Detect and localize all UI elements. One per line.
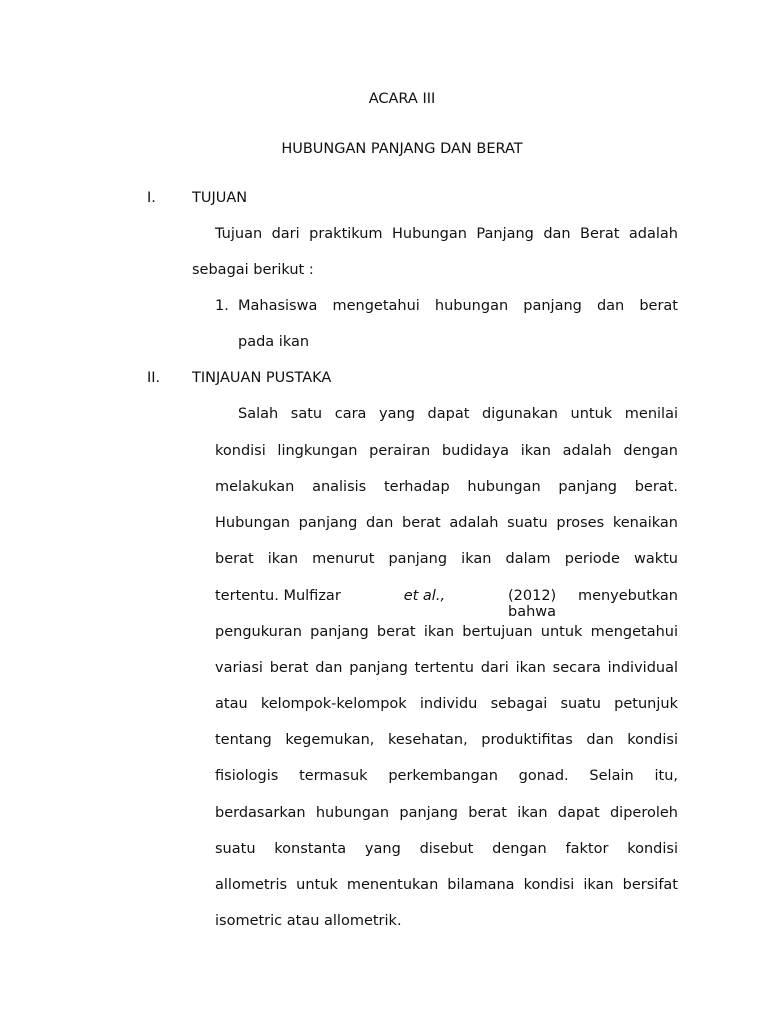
paragraph-line: kondisi lingkungan perairan budidaya ikan adalah dengan xyxy=(215,443,678,459)
paragraph-line: berdasarkan hubungan panjang berat ikan dapat diperoleh xyxy=(215,805,678,821)
section-2-heading: TINJAUAN PUSTAKA xyxy=(192,370,332,386)
paragraph-line: suatu konstanta yang disebut dengan faktor kondisi xyxy=(215,841,678,857)
list-item-line-2: pada ikan xyxy=(238,334,310,350)
list-item-line-1: Mahasiswa mengetahui hubungan panjang dan berat xyxy=(238,298,678,314)
paragraph-line: allometris untuk menentukan bilamana kondisi ikan bersifat xyxy=(215,877,678,893)
paragraph-line: Hubungan panjang dan berat adalah suatu proses kenaikan xyxy=(215,515,678,531)
paragraph-line: pengukuran panjang berat ikan bertujuan untuk mengetahui xyxy=(215,624,678,640)
paragraph-line-citation xyxy=(215,588,678,620)
paragraph-line: Salah satu cara yang dapat digunakan untuk menilai xyxy=(238,406,678,422)
list-item-number: 1. xyxy=(215,298,229,314)
section-1-number: I. xyxy=(147,190,156,206)
paragraph-line: variasi berat dan panjang tertentu dari ikan secara individual xyxy=(215,660,678,676)
paragraph-line: fisiologis termasuk perkembangan gonad. Selain itu, xyxy=(215,768,678,784)
doc-title: ACARA III xyxy=(368,91,436,107)
citation-et-al: et al., xyxy=(403,588,446,604)
section-2-number: II. xyxy=(147,370,161,386)
paragraph-line: berat ikan menurut panjang ikan dalam periode waktu xyxy=(215,551,678,567)
section-1-intro-line-2: sebagai berikut : xyxy=(192,262,314,278)
paragraph-line: melakukan analisis terhadap hubungan panjang berat. xyxy=(215,479,678,495)
paragraph-line: tentang kegemukan, kesehatan, produktifitas dan kondisi xyxy=(215,732,678,748)
citation-lead-text: tertentu. Mulfizar xyxy=(215,588,341,604)
section-1-intro-line-1: Tujuan dari praktikum Hubungan Panjang dan Berat adalah xyxy=(215,226,678,242)
paragraph-line-last: isometric atau allometrik. xyxy=(215,913,402,929)
paragraph-line: atau kelompok-kelompok individu sebagai suatu petunjuk xyxy=(215,696,678,712)
section-1-heading: TUJUAN xyxy=(192,190,248,206)
citation-tail-text: (2012) menyebutkan bahwa xyxy=(507,588,678,620)
doc-subtitle: HUBUNGAN PANJANG DAN BERAT xyxy=(281,141,523,157)
